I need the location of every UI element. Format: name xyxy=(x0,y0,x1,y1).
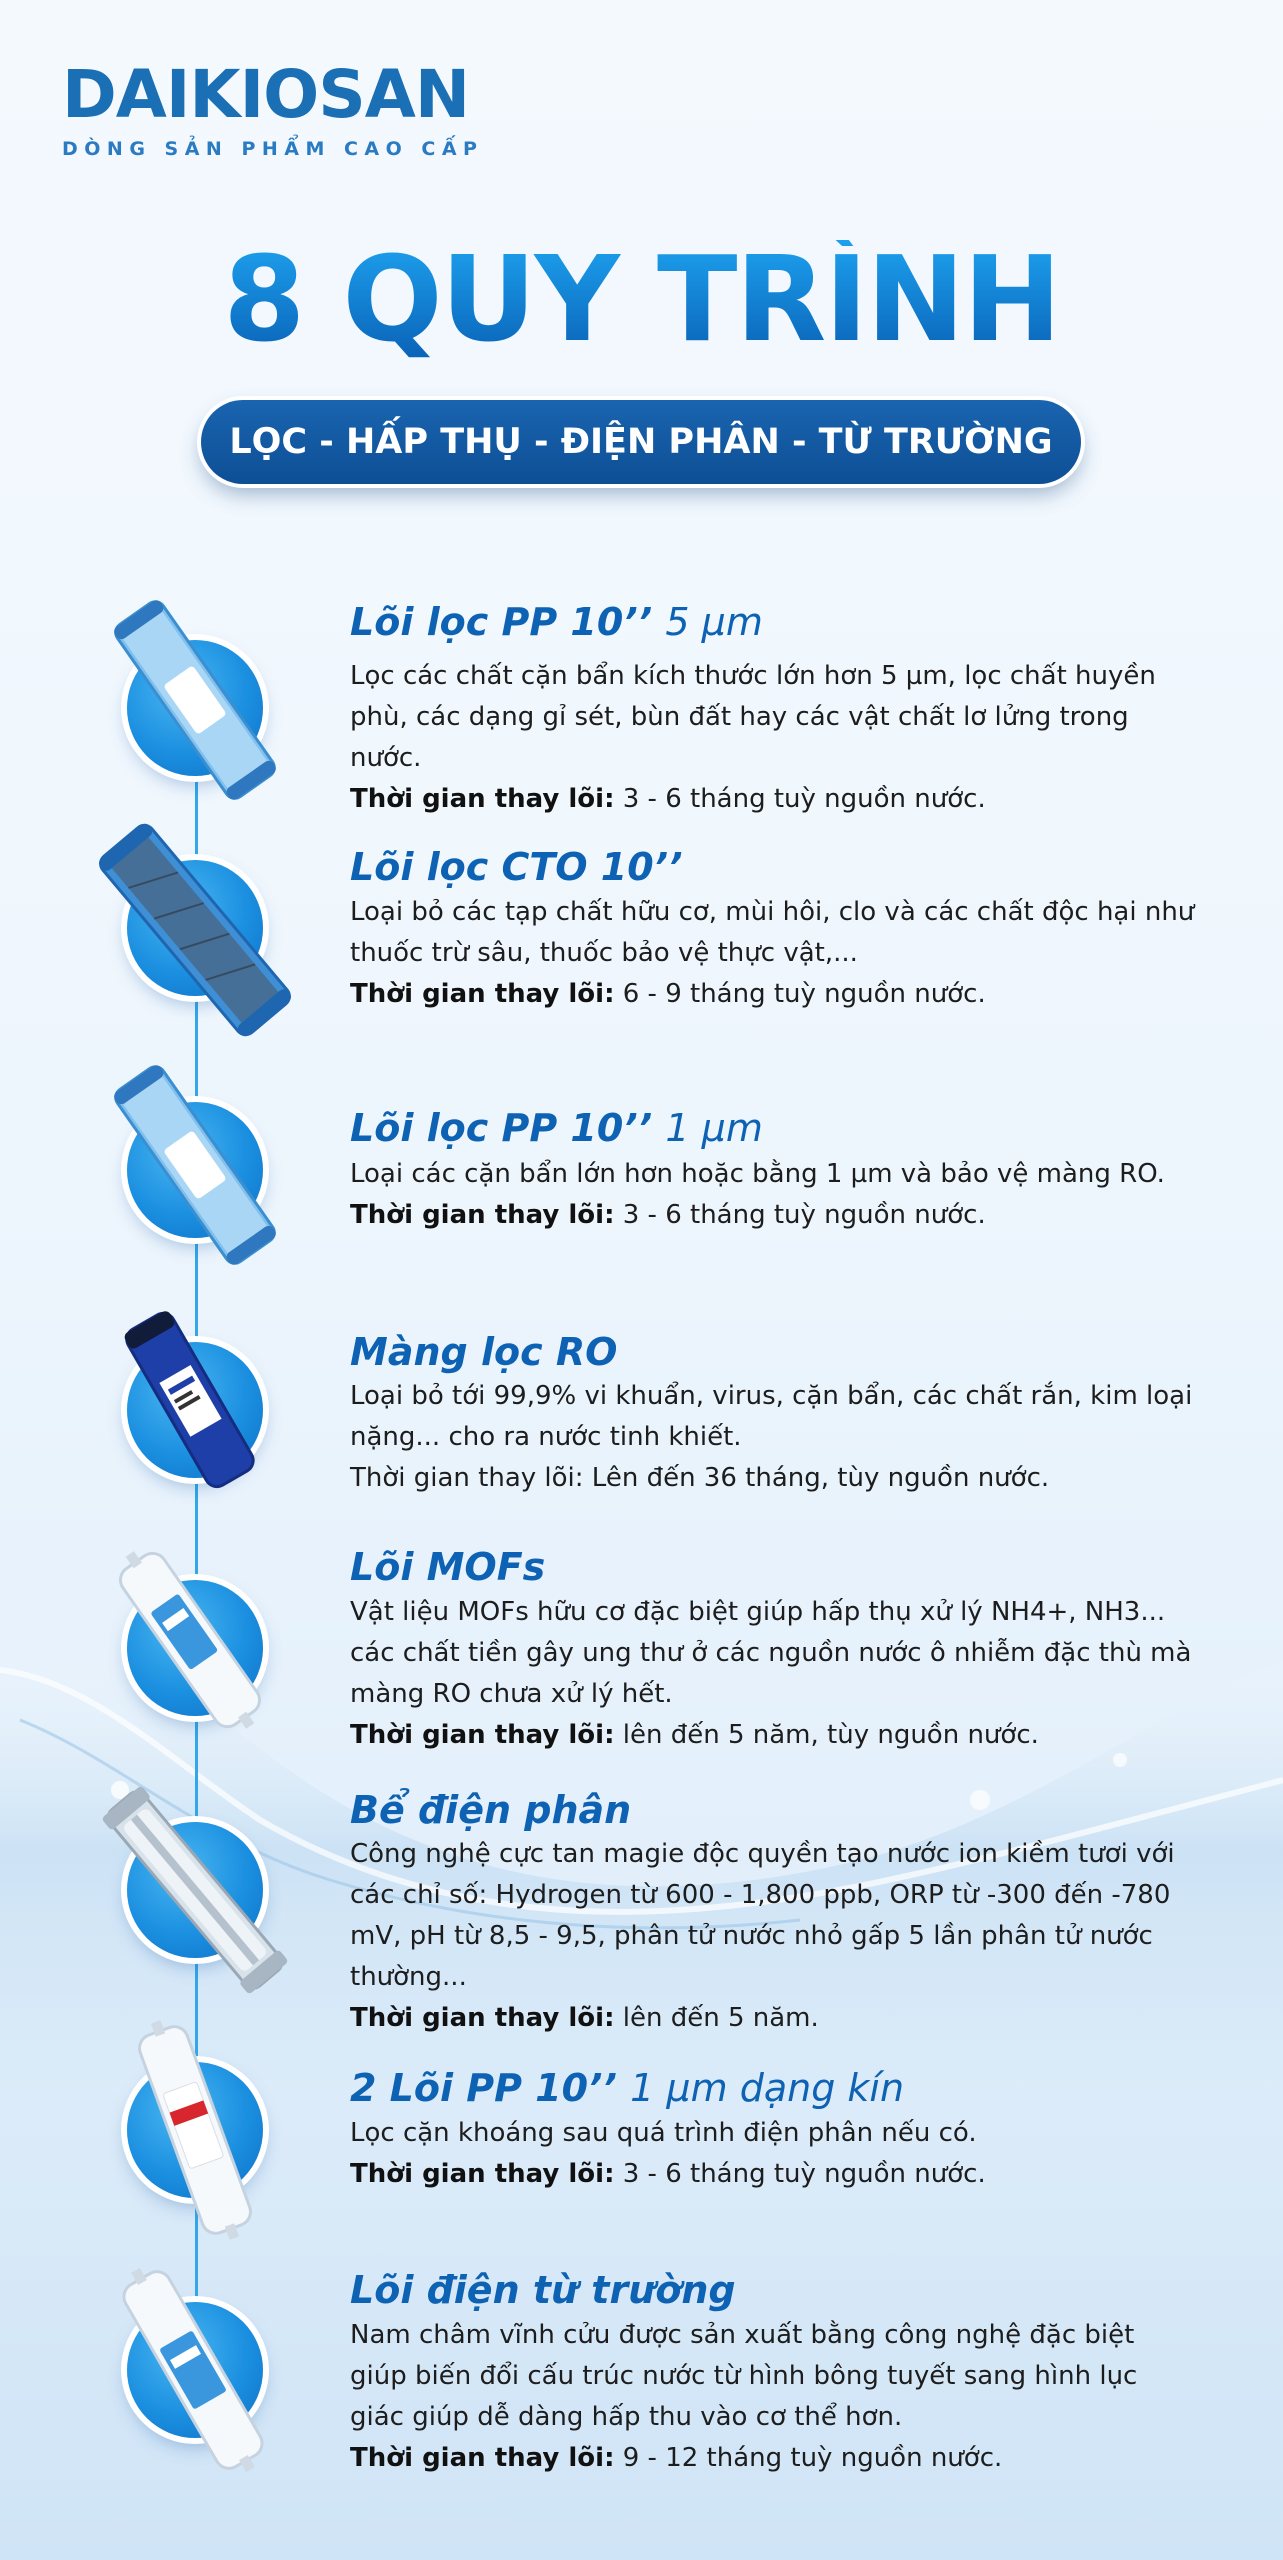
step-7-time-value: 3 - 6 tháng tuỳ nguồn nước. xyxy=(622,2159,986,2189)
step-6-time-label: Thời gian thay lõi: xyxy=(350,2003,615,2033)
step-8-title xyxy=(350,2268,736,2312)
step-4-title xyxy=(350,1330,617,1374)
step-2-description xyxy=(350,892,1195,1015)
step-1-description xyxy=(350,656,1195,820)
magnetic-filter-icon xyxy=(88,2255,298,2485)
electrolysis-tank-icon xyxy=(85,1775,305,2005)
step-2-title-main: Lõi lọc CTO 10’’ xyxy=(350,845,683,889)
step-7-title-main: 2 Lõi PP 10’’ xyxy=(350,2066,617,2110)
step-4-desc-text: Loại bỏ tới 99,9% vi khuẩn, virus, cặn bẩn, các chất rắn, kim loại nặng... cho ra nước tinh khiết. xyxy=(350,1381,1193,1452)
step-2-title xyxy=(350,845,683,889)
step-4-time-value: Thời gian thay lõi: Lên đến 36 tháng, tùy nguồn nước. xyxy=(350,1463,1050,1493)
step-3-description xyxy=(350,1154,1195,1236)
step-1-time-label: Thời gian thay lõi: xyxy=(350,784,615,814)
brand-name: DAIKIOSAN xyxy=(62,56,470,133)
step-3-time-label: Thời gian thay lõi: xyxy=(350,1200,615,1230)
step-2-time-value: 6 - 9 tháng tuỳ nguồn nước. xyxy=(622,979,986,1009)
step-7-description xyxy=(350,2113,1195,2195)
step-3-title xyxy=(350,1106,763,1150)
step-5-time-value: lên đến 5 năm, tùy nguồn nước. xyxy=(622,1720,1039,1750)
step-1-time-value: 3 - 6 tháng tuỳ nguồn nước. xyxy=(622,784,986,814)
step-3-title-main: Lõi lọc PP 10’’ xyxy=(350,1106,653,1150)
mofs-filter-icon xyxy=(85,1535,295,1745)
step-7-desc-text: Lọc cặn khoáng sau quá trình điện phân nếu có. xyxy=(350,2118,977,2148)
pp-filter-cartridge-icon xyxy=(85,590,305,810)
page-title: 8 QUY TRÌNH xyxy=(0,240,1283,358)
subtitle-text: LỌC - HẤP THỤ - ĐIỆN PHÂN - TỪ TRƯỜNG xyxy=(229,422,1053,462)
step-8-title-main: Lõi điện từ trường xyxy=(350,2268,736,2312)
step-1-title-main: Lõi lọc PP 10’’ xyxy=(350,600,653,644)
step-7-time-label: Thời gian thay lõi: xyxy=(350,2159,615,2189)
step-5-title-main: Lõi MOFs xyxy=(350,1545,546,1589)
step-6-time-value: lên đến 5 năm. xyxy=(622,2003,819,2033)
step-7-title xyxy=(350,2066,904,2110)
step-3-time-value: 3 - 6 tháng tuỳ nguồn nước. xyxy=(622,1200,986,1230)
step-4-description xyxy=(350,1376,1195,1499)
pp-filter-cartridge-icon xyxy=(85,1055,305,1275)
step-3-title-suffix: 1 µm xyxy=(665,1106,763,1150)
step-2-time-label: Thời gian thay lõi: xyxy=(350,979,615,1009)
ro-membrane-icon xyxy=(90,1300,290,1500)
step-8-desc-text: Nam châm vĩnh cửu được sản xuất bằng công nghệ đặc biệt giúp biến đổi cấu trúc nước từ hình bông tuyết sang hình lục giác giúp dễ dàng hấp thu vào cơ thể hơn. xyxy=(350,2320,1138,2432)
step-7-title-suffix: 1 µm dạng kín xyxy=(630,2066,905,2110)
step-1-title xyxy=(350,600,763,644)
brand-tagline: DÒNG SẢN PHẨM CAO CẤP xyxy=(62,138,484,160)
step-3-desc-text: Loại các cặn bẩn lớn hơn hoặc bằng 1 µm và bảo vệ màng RO. xyxy=(350,1159,1165,1189)
step-6-title xyxy=(350,1788,631,1832)
step-1-desc-text: Lọc các chất cặn bẩn kích thước lớn hơn 5 µm, lọc chất huyền phù, các dạng gỉ sét, bùn đất hay các vật chất lơ lửng trong nước. xyxy=(350,661,1156,773)
cto-carbon-filter-icon xyxy=(85,815,305,1045)
brand-logo xyxy=(62,56,484,160)
step-5-time-label: Thời gian thay lõi: xyxy=(350,1720,615,1750)
step-6-description xyxy=(350,1834,1195,2039)
step-5-desc-text: Vật liệu MOFs hữu cơ đặc biệt giúp hấp thụ xử lý NH4+, NH3... các chất tiền gây ung thư ở các nguồn nước ô nhiễm đặc thù mà màng RO chưa xử lý hết. xyxy=(350,1597,1192,1709)
step-8-time-label: Thời gian thay lõi: xyxy=(350,2443,615,2473)
step-6-title-main: Bể điện phân xyxy=(350,1788,632,1832)
step-5-description xyxy=(350,1592,1195,1756)
step-8-time-value: 9 - 12 tháng tuỳ nguồn nước. xyxy=(622,2443,1003,2473)
sealed-pp-filter-icon xyxy=(95,2015,295,2245)
subtitle-banner xyxy=(201,400,1081,484)
step-8-description xyxy=(350,2315,1195,2479)
step-5-title xyxy=(350,1545,545,1589)
step-4-title-main: Màng lọc RO xyxy=(350,1330,618,1374)
step-6-desc-text: Công nghệ cực tan magie độc quyền tạo nước ion kiềm tươi với các chỉ số: Hydrogen từ 600 - 1,800 ppb, ORP từ -300 đến -780 mV, pH từ 8,5 - 9,5, phân tử nước nhỏ gấp 5 lần phân tử nước thường... xyxy=(350,1839,1175,1992)
step-1-title-suffix: 5 µm xyxy=(665,600,763,644)
step-2-desc-text: Loại bỏ các tạp chất hữu cơ, mùi hôi, clo và các chất độc hại như thuốc trừ sâu, thuốc bảo vệ thực vật,... xyxy=(350,897,1195,968)
